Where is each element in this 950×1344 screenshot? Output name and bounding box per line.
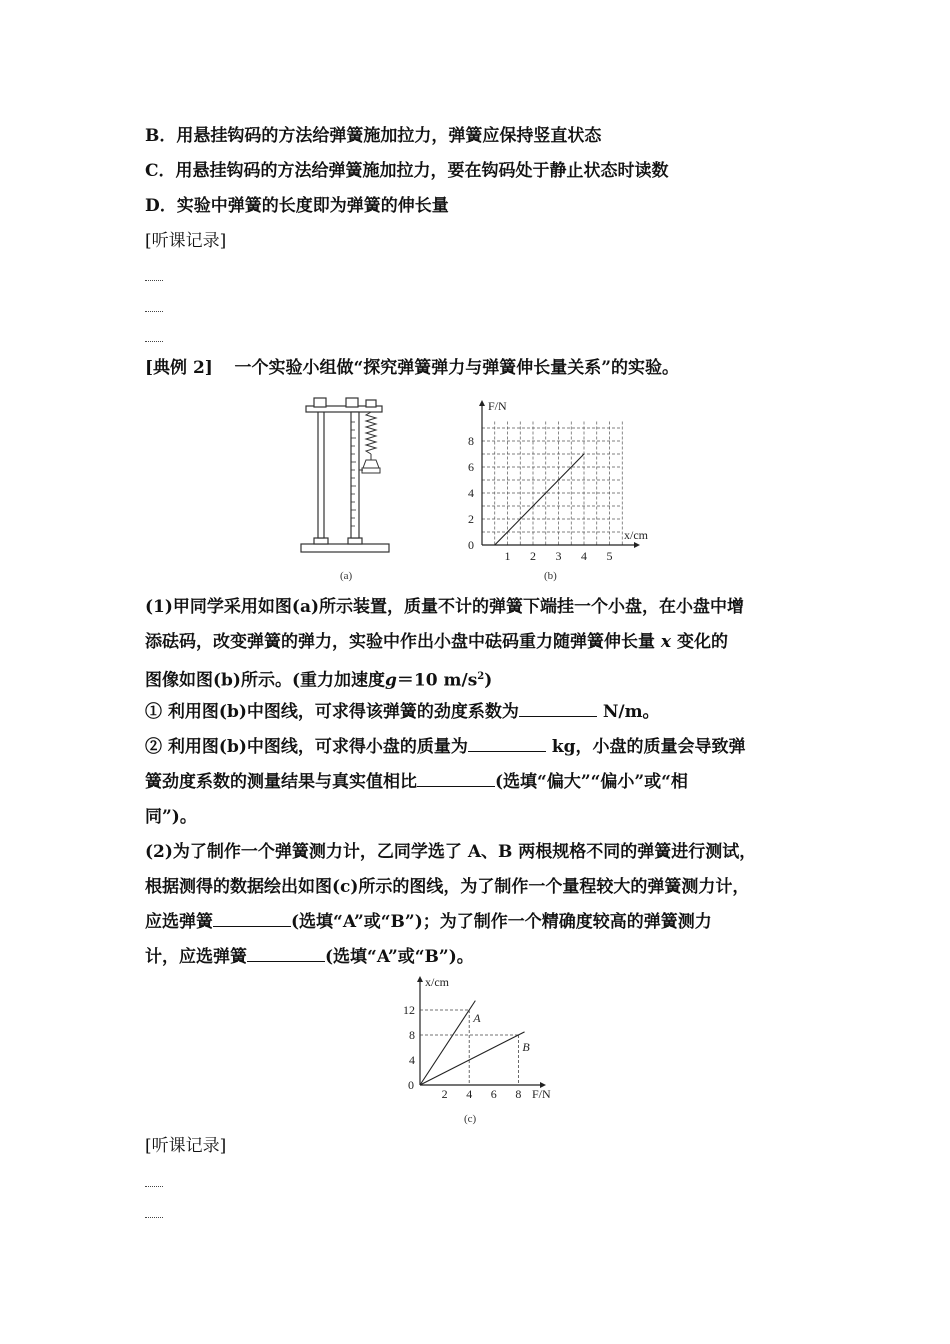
note-dots	[145, 1186, 163, 1187]
q1-line2-b: 变化的	[676, 632, 728, 652]
option-b: B．用悬挂钩码的方法给弹簧施加拉力，弹簧应保持竖直状态	[145, 126, 602, 146]
option-c: C．用悬挂钩码的方法给弹簧施加拉力，要在钩码处于静止状态时读数	[145, 161, 669, 181]
q1-line3-c: )	[484, 670, 493, 691]
y-tick-label: 8	[468, 434, 474, 448]
q1-line3	[145, 665, 492, 693]
series-line-b	[420, 1032, 525, 1085]
answer-blank-2[interactable]	[468, 737, 546, 752]
q1-sub2-c-a: 簧劲度系数的测量结果与真实值相比	[145, 772, 417, 792]
q2-line3	[145, 910, 712, 934]
q2-line2: 根据测得的数据绘出如图(c)所示的图线，为了制作一个量程较大的弹簧测力计，	[145, 877, 750, 897]
figure-a-caption: (a)	[340, 570, 353, 582]
figure-b-chart	[448, 392, 668, 586]
q2-line4	[145, 945, 474, 969]
note-dots	[145, 280, 163, 281]
answer-blank-5[interactable]	[247, 947, 325, 962]
y-axis-label: F/N	[488, 399, 507, 413]
x-tick-label: 5	[606, 549, 613, 563]
q1-line1: (1)甲同学采用如图(a)所示装置，质量不计的弹簧下端挂一个小盘，在小盘中增	[145, 597, 745, 617]
q1-sub2	[145, 735, 746, 759]
figure-b-caption: (b)	[544, 570, 557, 582]
note-dots	[145, 311, 163, 312]
q1-var-x: x	[660, 632, 672, 652]
answer-blank-1[interactable]	[519, 702, 597, 717]
option-d: D．实验中弹簧的长度即为弹簧的伸长量	[145, 196, 449, 216]
q1-sub2-cont	[145, 770, 688, 794]
series-line-f	[495, 454, 584, 545]
q1-line2-a: 添砝码，改变弹簧的弹力，实验中作出小盘中砝码重力随弹簧伸长量	[145, 632, 655, 652]
y-tick-label: 12	[403, 1003, 415, 1017]
x-axis-label: x/cm	[624, 528, 648, 542]
x-tick-label: 3	[555, 549, 562, 563]
q2-line3-b: (选填“A”或“B”)；为了制作一个精确度较高的弹簧测力	[291, 912, 712, 932]
x-tick-label: 4	[466, 1087, 473, 1101]
q1-sub1-a: ① 利用图(b)中图线，可求得该弹簧的劲度系数为	[145, 702, 519, 722]
x-tick-label: 2	[530, 549, 536, 563]
q1-sub2-b: kg，小盘的质量会导致弹	[545, 737, 746, 757]
q1-sub1-b: N/m。	[596, 702, 660, 722]
origin-label: 0	[468, 538, 474, 552]
q1-line2	[145, 630, 728, 654]
y-axis-arrow	[417, 976, 423, 982]
note-dots	[145, 1217, 163, 1218]
x-tick-label: 2	[441, 1087, 448, 1101]
y-tick-label: 8	[409, 1028, 415, 1042]
x-axis-label: F/N	[532, 1087, 551, 1101]
answer-blank-4[interactable]	[213, 912, 291, 927]
y-tick-label: 4	[409, 1053, 415, 1067]
q1-sub2-a: ② 利用图(b)中图线，可求得小盘的质量为	[145, 737, 468, 757]
y-axis-arrow	[479, 400, 485, 406]
q1-sub2-c-b: (选填“偏大”“偏小”或“相	[495, 772, 688, 792]
x-axis-arrow	[634, 542, 640, 548]
y-tick-label: 4	[468, 486, 474, 500]
series-label-b: B	[522, 1040, 530, 1054]
q2-line4-b: (选填“A”或“B”)。	[325, 947, 474, 967]
x-tick-label: 8	[515, 1087, 522, 1101]
y-tick-label: 6	[468, 460, 474, 474]
series-label-a: A	[473, 1011, 481, 1025]
q1-line3-sup: 2	[477, 671, 485, 682]
example-heading	[145, 356, 679, 380]
q1-sub2-end: 同”)。	[145, 807, 197, 827]
q1-var-g: g	[385, 670, 397, 691]
x-tick-label: 1	[504, 549, 511, 563]
notes-label-2: [听课记录]	[145, 1136, 227, 1156]
q2-line1: (2)为了制作一个弹簧测力计，乙同学选了 A、B 两根规格不同的弹簧进行测试，	[145, 842, 757, 862]
figure-a-apparatus	[296, 392, 396, 584]
notes-label-1: [听课记录]	[145, 231, 227, 251]
series-line-a	[420, 1001, 475, 1085]
q1-sub1	[145, 700, 660, 724]
example-tag: [典例 2]	[145, 358, 213, 378]
note-dots	[145, 341, 163, 342]
origin-label: 0	[408, 1078, 414, 1092]
q1-line3-a: 图像如图(b)所示。(重力加速度	[145, 670, 386, 691]
x-tick-label: 4	[581, 549, 587, 563]
figure-c-chart	[390, 970, 560, 1128]
q1-line3-b: ＝10 m/s	[396, 670, 478, 691]
figure-c-caption: (c)	[464, 1113, 477, 1125]
q2-line3-a: 应选弹簧	[145, 912, 213, 932]
y-axis-label: x/cm	[425, 975, 449, 989]
answer-blank-3[interactable]	[417, 772, 495, 787]
example-text: 一个实验小组做“探究弹簧弹力与弹簧伸长量关系”的实验。	[234, 358, 680, 378]
y-tick-label: 2	[468, 512, 474, 526]
q2-line4-a: 计，应选弹簧	[145, 947, 247, 967]
x-tick-label: 6	[490, 1087, 497, 1101]
